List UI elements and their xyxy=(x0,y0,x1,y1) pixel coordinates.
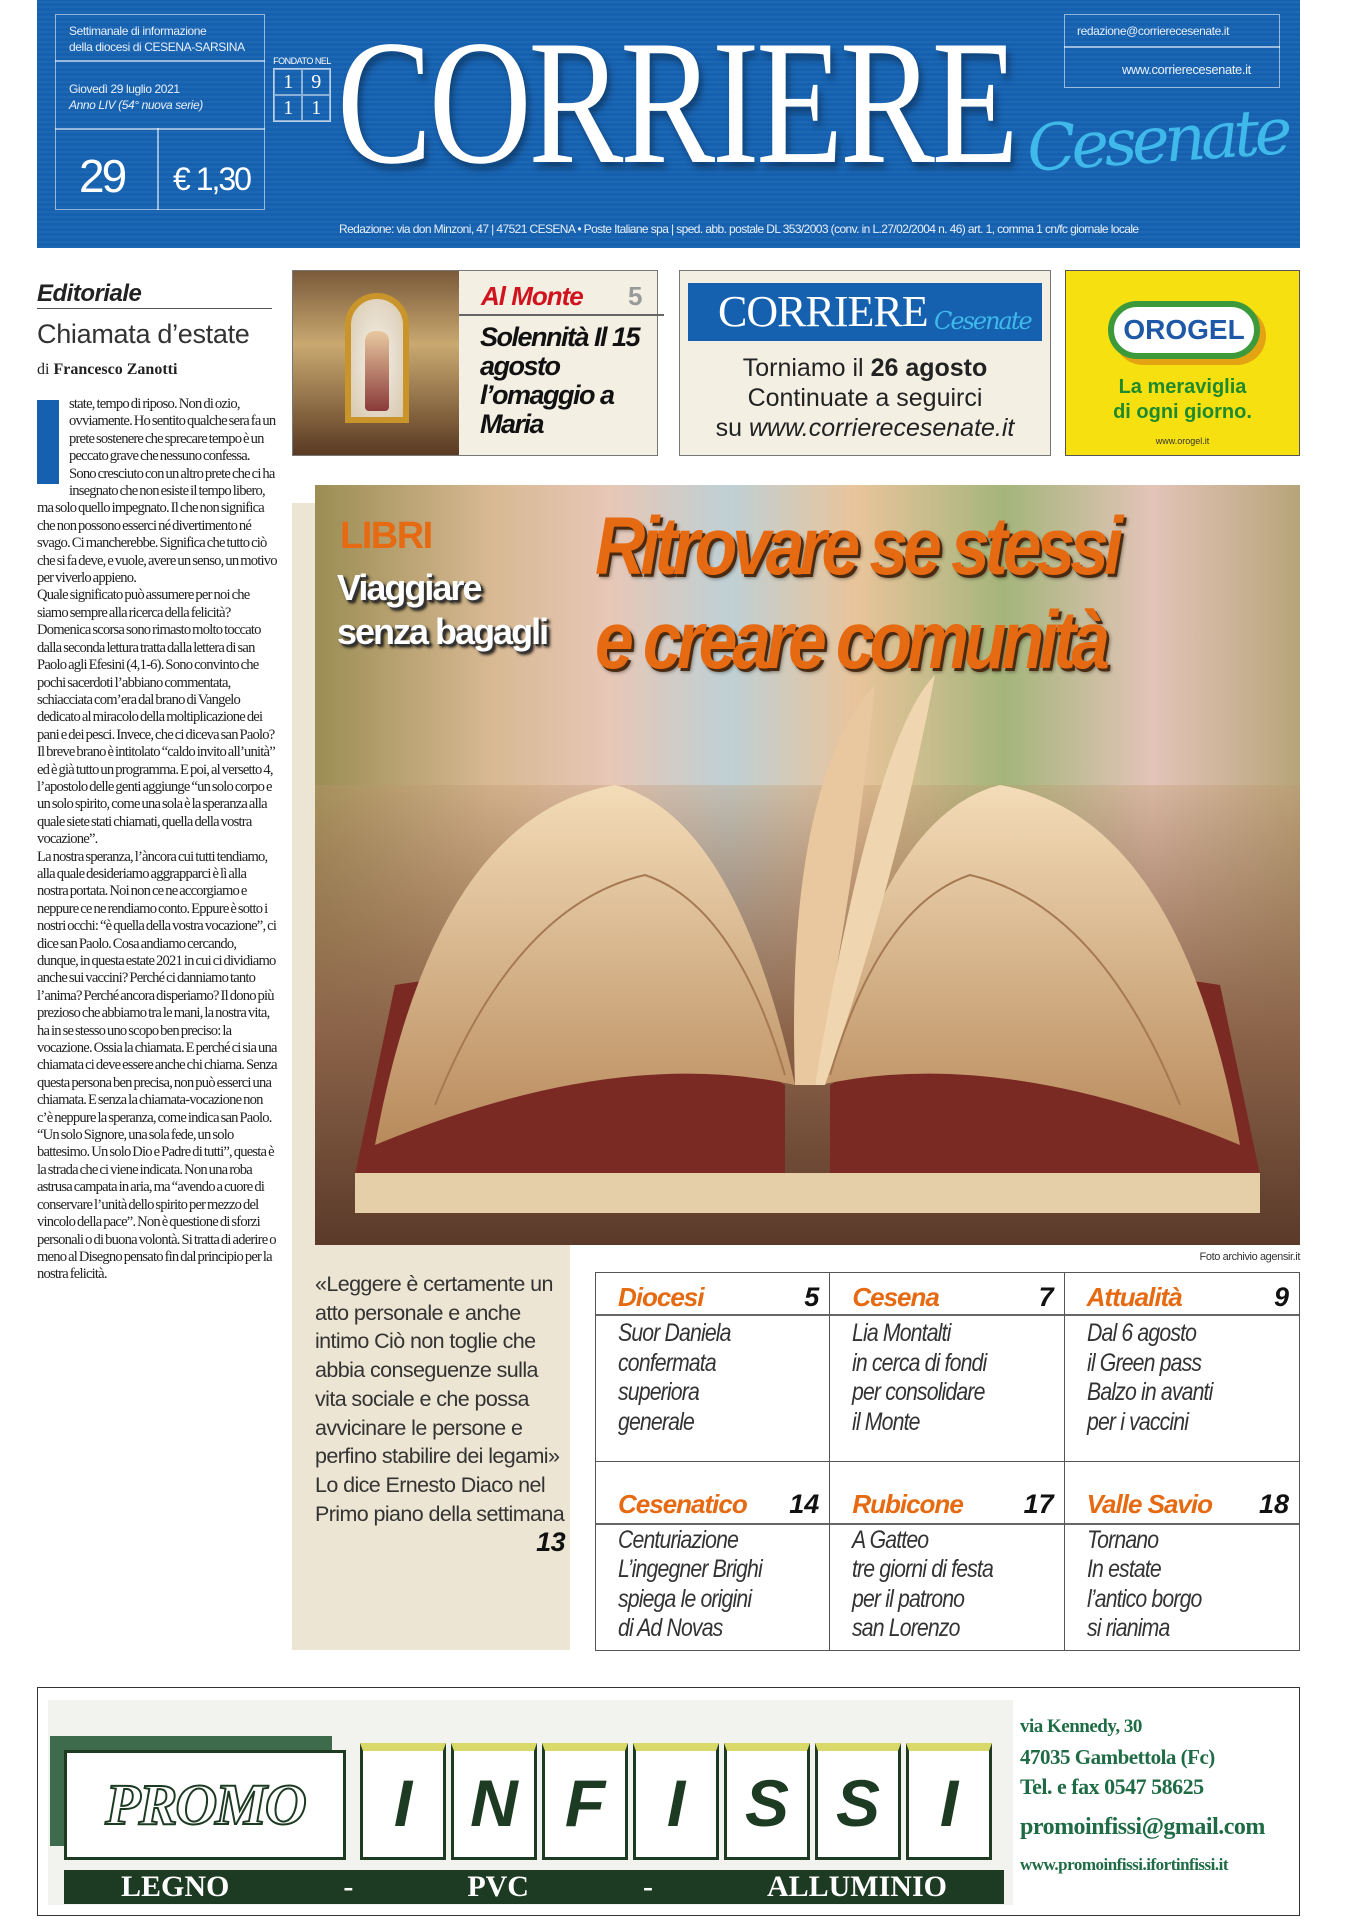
logo-promo: PROMO xyxy=(64,1750,346,1860)
editorial-paragraph: Quale significato può assumere per noi che siamo sempre alla ricerca della felicità? Domenica scorsa sono rimasto molto toccato dalla seconda lettura tratta dalla lettera di san Paolo agli Efesini (4,1-6). Sono convinto che pochi sacerdoti l’abbiano commentata, schiacciata com’era dal brano di Vangelo dedicato al miracolo della moltiplicazione dei pani e dei pesci. Invece, che ci diceva san Paolo? Il breve brano è intitolato “caldo invito all’unità” ed è già tutto un programma. E poi, al versetto 4, l’apostolo delle genti aggiunge “un solo corpo e un solo spirito, come una sola è la speranza alla quale siete stati chiamati, quella della vostra vocazione”. xyxy=(37,587,275,848)
logo-letter: S xyxy=(815,1743,901,1860)
index-item[interactable] xyxy=(830,1462,1064,1651)
material: PVC xyxy=(467,1870,529,1903)
index-page: 17 xyxy=(1023,1488,1054,1519)
issue-date: Giovedì 29 luglio 2021 xyxy=(69,82,180,96)
index-text: Suor Daniela confermata superiora generale xyxy=(618,1319,731,1436)
notice-text: Torniamo il xyxy=(742,354,864,382)
headline-line: e creare comunità xyxy=(595,595,1105,686)
editorial-body xyxy=(37,396,277,1284)
ad-url: www.orogel.it xyxy=(1155,436,1210,446)
byline-prefix: di xyxy=(37,361,50,378)
orogel-ad[interactable] xyxy=(1065,270,1300,456)
divider xyxy=(459,314,664,316)
subkicker-line: Viaggiare xyxy=(337,567,481,608)
logo-letter: N xyxy=(451,1743,537,1860)
price: € 1,30 xyxy=(173,161,250,197)
index-text: Lia Montalti in cerca di fondi per consolidare il Monte xyxy=(852,1319,987,1436)
index-text: Centuriazione L’ingegner Brighi spiega le origini di Ad Novas xyxy=(618,1525,762,1642)
index-page: 9 xyxy=(1273,1282,1289,1312)
founded-digit: 1 xyxy=(274,95,302,121)
index-text: Dal 6 agosto il Green pass Balzo in avanti per i vaccini xyxy=(1086,1319,1213,1436)
index-page: 7 xyxy=(1038,1282,1054,1312)
tagline: Settimanale di informazione xyxy=(69,24,207,38)
issue-year: Anno LIV (54° nuova serie) xyxy=(69,98,203,112)
quote-page: 13 xyxy=(536,1527,565,1558)
index-item[interactable] xyxy=(596,1462,830,1651)
promo-infissi-logo xyxy=(48,1700,1013,1905)
editorial-kicker: Editoriale xyxy=(37,280,272,309)
headline-line: Ritrovare se stessi xyxy=(595,501,1119,592)
email-link[interactable]: redazione@corrierecesenate.it xyxy=(1077,24,1229,38)
teaser-page: 5 xyxy=(628,281,643,311)
editorial-paragraph: La nostra speranza, l’àncora cui tutti tendiamo, alla quale desideriamo aggrapparci è lì alla nostra portata. Noi non ce ne accorgiamo e neppure ce ne rendiamo conto. Eppure è sotto i nostri occhi: “è quella della vostra vocazione”, ci dice san Paolo. Cosa andiamo cercando, dunque, in questa estate 2021 in cui ci dividiamo anche sui vaccini? Perché ci danniamo tanto l’anima? Perché ancora disperiamo? Il dono più prezioso che abbiamo tra le mani, la nostra vita, ha in se stesso uno scopo ben preciso: la vocazione. Ossia la chiamata. E perché ci sia una chiamata ci deve essere anche chi chiama. Senza questa persona ben precisa, non può esserci una chiamata. E senza la chiamata-vocazione non c’è neppure la speranza, come indica san Paolo. xyxy=(37,848,277,1126)
notice-text: su xyxy=(715,414,743,442)
section-subkicker xyxy=(337,566,547,654)
promo-infissi-ad[interactable] xyxy=(37,1687,1300,1916)
index-section: Rubicone xyxy=(852,1488,963,1519)
logo-letter: I xyxy=(906,1743,992,1860)
index-section: Attualità xyxy=(1086,1282,1182,1312)
divider xyxy=(1064,46,1280,48)
notice-date: 26 agosto xyxy=(870,354,988,382)
index-text: A Gatteo tre giorni di festa per il patrono san Lorenzo xyxy=(852,1525,994,1642)
author: Francesco Zanotti xyxy=(53,361,178,378)
ad-email[interactable]: promoinfissi@gmail.com xyxy=(1020,1814,1265,1840)
separator: - xyxy=(343,1870,354,1903)
ad-website[interactable]: www.promoinfissi.ifortinfissi.it xyxy=(1020,1855,1229,1874)
newspaper-logo: CORRIERE xyxy=(337,3,1016,201)
index-section: Cesenatico xyxy=(618,1488,747,1519)
material: LEGNO xyxy=(120,1870,230,1903)
teaser-headline: Solennità Il 15 agosto l’omaggio a Maria xyxy=(480,322,640,439)
index-page: 18 xyxy=(1258,1488,1289,1519)
index-item[interactable] xyxy=(830,1273,1064,1462)
index-section: Valle Savio xyxy=(1086,1488,1212,1519)
photo-credit: Foto archivio agensir.it xyxy=(1199,1251,1300,1263)
masthead xyxy=(37,0,1300,248)
index-item[interactable] xyxy=(1065,1462,1299,1651)
editorial-paragraph: state, tempo di riposo. Non di ozio, ovviamente. Ho sentito qualche sera fa un prete sostenere che sprecare tempo è un peccato grave che nessuno confessa. Sono cresciuto con un altro prete che ci ha insegnato che non esiste il tempo libero, ma solo quello impegnato. Il che non significa che non possono esserci né divertimento né svago. Ci mancherebbe. Significa che tutto ciò che si fa deve, e vuole, avere un senso, un motivo per viverlo appieno. xyxy=(37,396,277,587)
teaser-al-monte[interactable] xyxy=(292,270,658,456)
founded-label: FONDATO NEL xyxy=(273,56,331,66)
newspaper-logo-sub: Cesenate xyxy=(1024,95,1290,187)
mini-logo xyxy=(688,283,1042,341)
index-text: Tornano In estate l’antico borgo si rianima xyxy=(1086,1525,1202,1642)
website-link[interactable]: www.corrierecesenate.it xyxy=(1122,62,1251,77)
index-section: Cesena xyxy=(852,1282,939,1312)
logo-letter: I xyxy=(633,1743,719,1860)
index-item[interactable] xyxy=(1065,1273,1299,1462)
notice-text: Continuate a seguirci xyxy=(747,384,983,412)
index-page: 14 xyxy=(789,1488,820,1519)
editorial-address: Redazione: via don Minzoni, 47 | 47521 CESENA • Poste Italiane spa | sped. abb. postale DL 353/2003 (conv. in L.27/02/2004 n. 46) art. 1, comma 1 cn/fc giornale locale xyxy=(339,222,1139,236)
teaser-kicker: Al Monte xyxy=(481,281,583,311)
ad-address: via Kennedy, 30 xyxy=(1020,1716,1142,1737)
ad-contact xyxy=(1020,1712,1265,1880)
section-kicker: LIBRI xyxy=(340,515,432,557)
ad-phone: Tel. e fax 0547 58625 xyxy=(1020,1774,1204,1799)
dropcap-e-icon xyxy=(37,400,59,484)
ad-slogan: di ogni giorno. xyxy=(1113,401,1252,423)
logo-letter: F xyxy=(542,1743,628,1860)
logo-letter: S xyxy=(724,1743,810,1860)
issue-number: 29 xyxy=(79,150,125,202)
divider xyxy=(55,128,265,130)
material: ALLUMINIO xyxy=(766,1870,947,1903)
index-item[interactable] xyxy=(596,1273,830,1462)
pull-quote: «Leggere è certamente un atto personale e anche intimo Ciò non toglie che abbia conseguenze sulla vita sociale e che possa avvicinare le persone e perfino stabilire dei legami» Lo dice Ernesto Diaco nel Primo piano della settimana xyxy=(315,1272,565,1526)
index-section: Diocesi xyxy=(618,1282,704,1312)
notice-url[interactable]: www.corrierecesenate.it xyxy=(748,414,1015,442)
byline xyxy=(37,360,177,380)
divider xyxy=(55,60,265,62)
founded-digit: 1 xyxy=(274,69,302,95)
founded-box xyxy=(273,56,331,122)
main-headline[interactable] xyxy=(595,500,1118,688)
tagline-diocese: della diocesi di CESENA-SARSINA xyxy=(69,40,245,54)
founded-digit: 1 xyxy=(302,95,330,121)
subkicker-line: senza bagagli xyxy=(337,611,548,652)
ad-slogan: La meraviglia xyxy=(1118,376,1247,398)
divider xyxy=(157,128,159,210)
editorial-paragraph: “Un solo Signore, una sola fede, un solo battesimo. Un solo Dio e Padre di tutti”, questa è la strada che ci viene indicata. Non una roba astrusa campata in aria, ma “avendo a cuore di conservare l’unità dello spirito per mezzo del vincolo della pace”. Non è questione di sforzi personali o di buona volontà. Si tratta di aderire o meno al Disegno pensato fin dal principio per la nostra felicità. xyxy=(37,1127,276,1283)
founded-digit: 9 xyxy=(302,69,330,95)
orogel-logo: OROGEL xyxy=(1108,301,1260,359)
editorial-title: Chiamata d’estate xyxy=(37,319,250,349)
publication-notice xyxy=(679,270,1051,456)
logo-letter: I xyxy=(360,1743,446,1860)
index-page: 5 xyxy=(804,1282,820,1312)
mini-logo-sub: Cesenate xyxy=(934,307,1031,335)
section-index xyxy=(595,1272,1300,1651)
separator: - xyxy=(642,1870,653,1903)
pull-quote-box xyxy=(315,1270,565,1557)
mini-logo-title: CORRIERE xyxy=(718,287,928,336)
ad-city: 47035 Gambettola (Fc) xyxy=(1020,1745,1215,1769)
altar-photo xyxy=(293,271,459,455)
